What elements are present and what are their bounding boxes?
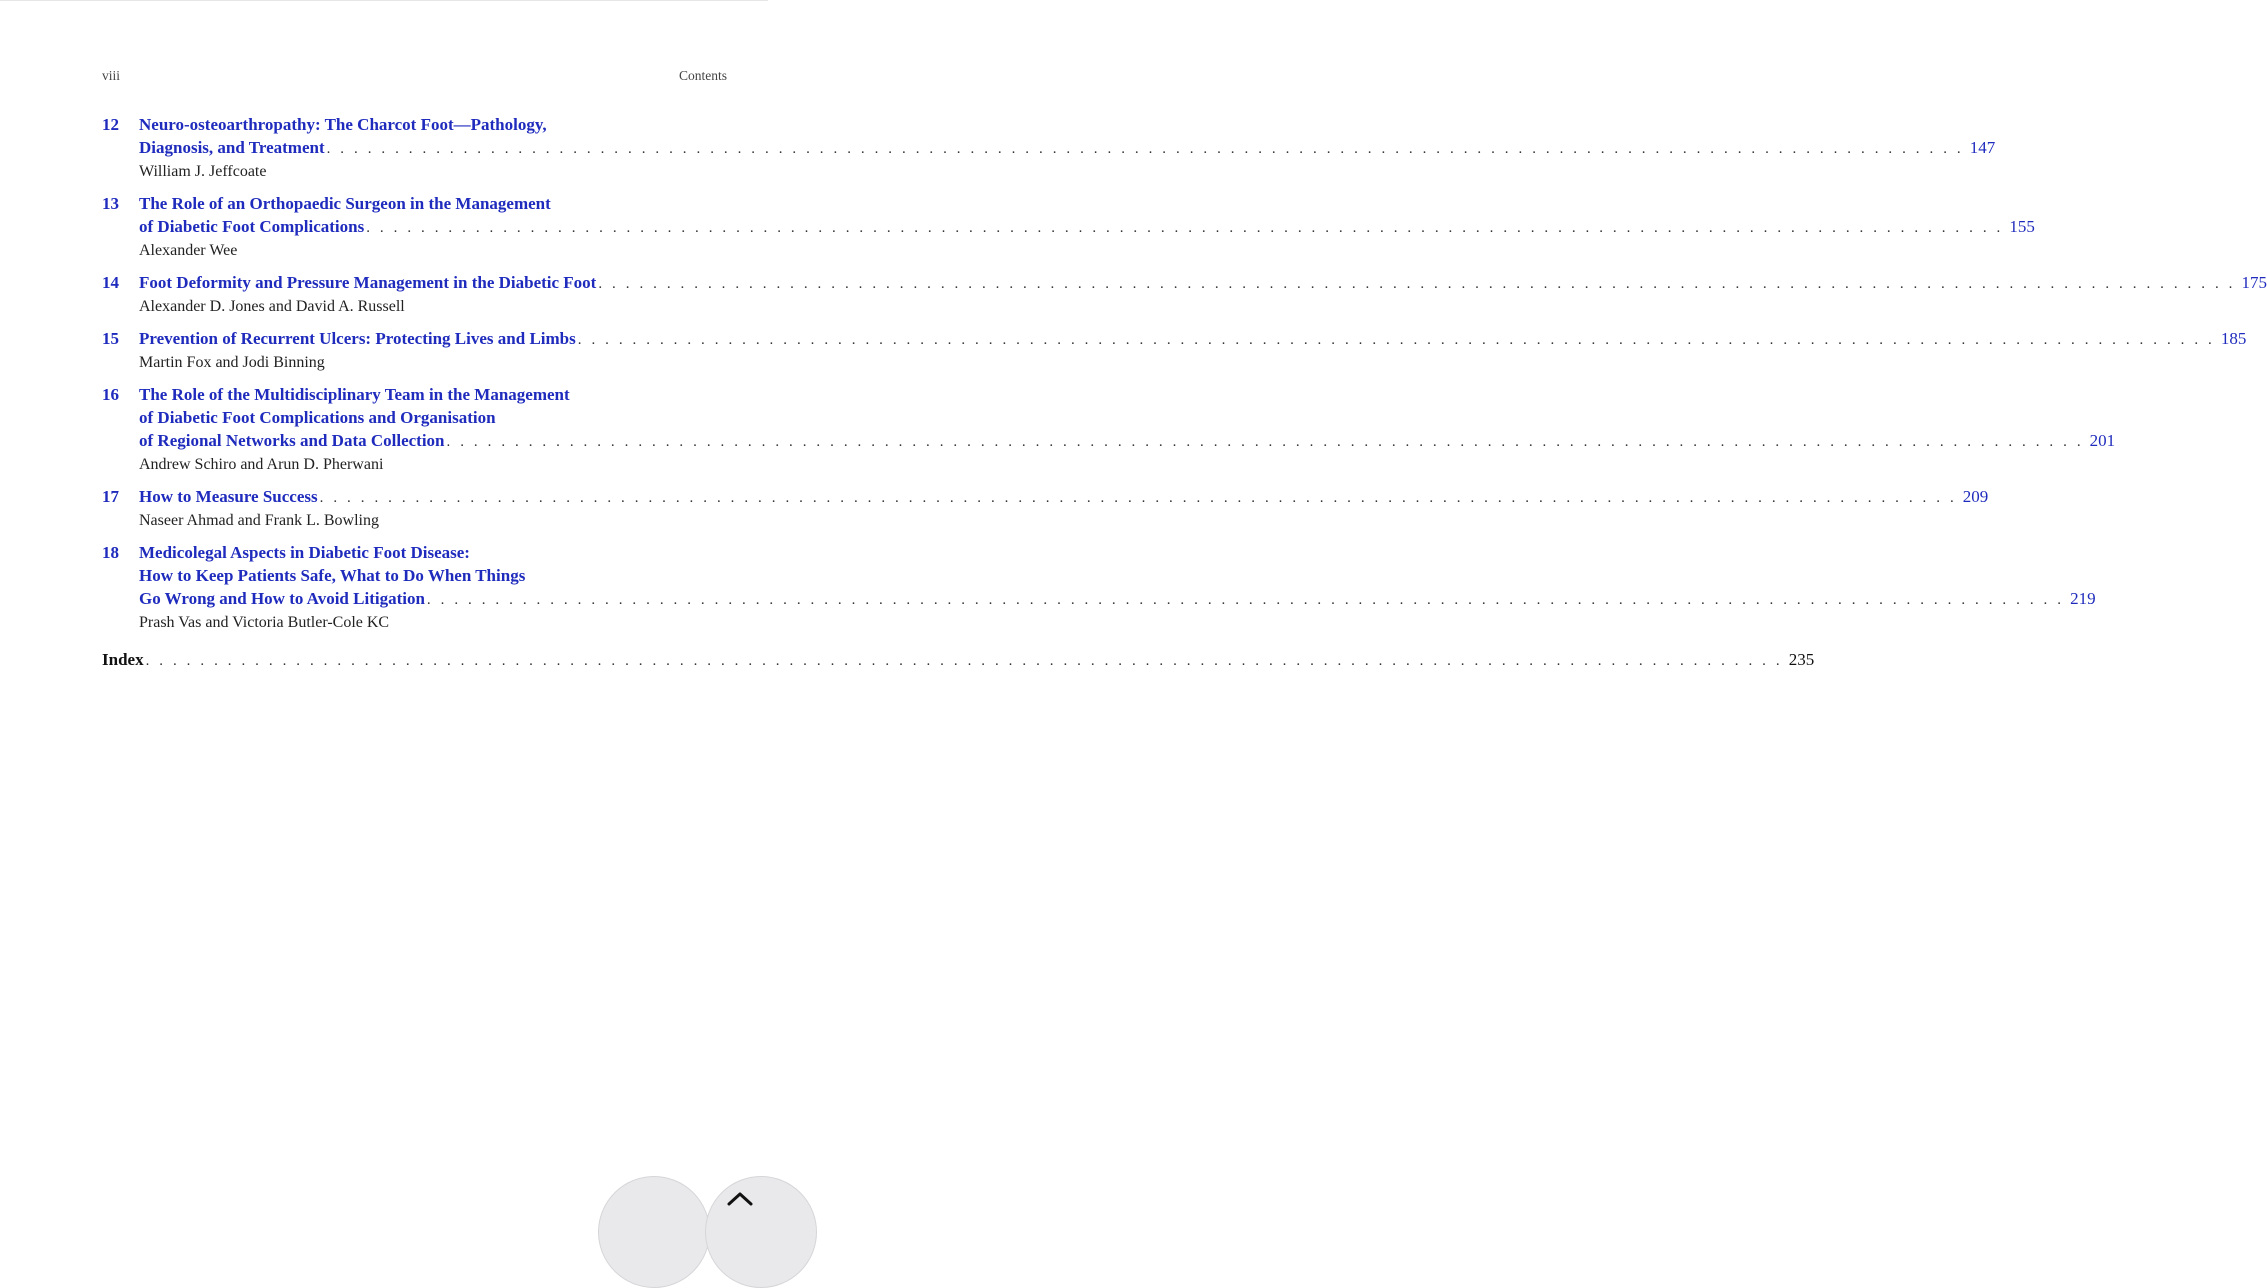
chapter-number[interactable]: 14 bbox=[102, 273, 119, 292]
chapter-title-text[interactable]: Prevention of Recurrent Ulcers: Protecting Lives and Limbs bbox=[139, 329, 576, 348]
chapter-title-final-line[interactable] bbox=[139, 429, 2116, 454]
index-label[interactable]: Index bbox=[102, 650, 144, 669]
chapter-page-number[interactable]: 175 bbox=[2241, 273, 2267, 292]
chapter-title-final-line[interactable] bbox=[139, 587, 2096, 612]
chapter-number[interactable]: 15 bbox=[102, 329, 119, 348]
toc-entry[interactable] bbox=[102, 327, 2247, 374]
section-title: Contents bbox=[678, 68, 727, 83]
dot-leader: . . . . . . . . . . . . . . . . . . . . . . . . . . . . . . . . . . . . . . . . . . . . . . . . . . . . . . . . . . . . . . . . . . . . . . . . . . . . . . . . . . . . . . . . . . . . . . . . . . . . . . . . . . . . . . . . . . . . . . . . bbox=[598, 276, 2236, 292]
chapter-title-line[interactable]: Neuro-osteoarthropathy: The Charcot Foot—Pathology, bbox=[139, 115, 547, 134]
toc-entry[interactable] bbox=[102, 383, 2116, 476]
toc-entry[interactable] bbox=[102, 113, 1996, 183]
prev-page-button[interactable] bbox=[598, 1176, 710, 1288]
chapter-authors: Martin Fox and Jodi Binning bbox=[139, 354, 325, 371]
chapter-number[interactable]: 17 bbox=[102, 487, 119, 506]
chapter-body bbox=[139, 192, 2035, 262]
chapter-title-text[interactable]: Go Wrong and How to Avoid Litigation bbox=[139, 589, 425, 608]
page-nav-controls bbox=[0, 1100, 768, 1200]
chapter-authors: Alexander Wee bbox=[139, 242, 238, 259]
chapter-title-text[interactable]: of Regional Networks and Data Collection bbox=[139, 431, 445, 450]
chapter-page-number[interactable]: 201 bbox=[2089, 431, 2116, 450]
chapter-page-number[interactable]: 219 bbox=[2070, 589, 2096, 608]
chapter-title-text[interactable]: of Diabetic Foot Complications bbox=[139, 217, 365, 236]
chapter-body bbox=[139, 485, 1989, 532]
dot-leader: . . . . . . . . . . . . . . . . . . . . . . . . . . . . . . . . . . . . . . . . . . . . . . . . . . . . . . . . . . . . . . . . . . . . . . . . . . . . . . . . . . . . . . . . . . . . . . . . . . . . . . . . . . . . . . . . . . . . . . . . bbox=[446, 434, 2084, 450]
chapter-authors: Andrew Schiro and Arun D. Pherwani bbox=[139, 456, 384, 473]
chapter-number[interactable]: 12 bbox=[102, 115, 119, 134]
index-page-number[interactable]: 235 bbox=[1788, 650, 1815, 669]
chapter-body bbox=[139, 383, 2116, 476]
chapter-authors: Naseer Ahmad and Frank L. Bowling bbox=[139, 512, 379, 529]
table-of-contents bbox=[102, 113, 2267, 673]
toc-entry[interactable] bbox=[102, 271, 2267, 318]
chapter-title-line[interactable]: Medicolegal Aspects in Diabetic Foot Disease: bbox=[139, 543, 470, 562]
chapter-title-line[interactable]: of Diabetic Foot Complications and Organisation bbox=[139, 408, 496, 427]
chapter-page-number[interactable]: 155 bbox=[2009, 217, 2035, 236]
chapter-title-final-line[interactable] bbox=[139, 485, 1989, 510]
dot-leader: . . . . . . . . . . . . . . . . . . . . . . . . . . . . . . . . . . . . . . . . . . . . . . . . . . . . . . . . . . . . . . . . . . . . . . . . . . . . . . . . . . . . . . . . . . . . . . . . . . . . . . . . . . . . . . . . . . . . . . . . bbox=[426, 592, 2065, 608]
chapter-page-number[interactable]: 147 bbox=[1969, 138, 1996, 157]
chapter-title-line[interactable]: How to Keep Patients Safe, What to Do When Things bbox=[139, 566, 526, 585]
dot-leader: . . . . . . . . . . . . . . . . . . . . . . . . . . . . . . . . . . . . . . . . . . . . . . . . . . . . . . . . . . . . . . . . . . . . . . . . . . . . . . . . . . . . . . . . . . . . . . . . . . . . . . . . . . . . . . . . . . . . . . . . bbox=[577, 332, 2215, 348]
running-head bbox=[102, 68, 727, 84]
chapter-title-text[interactable]: Diagnosis, and Treatment bbox=[139, 138, 325, 157]
chapter-title-final-line[interactable] bbox=[139, 136, 1996, 161]
toc-entry[interactable] bbox=[102, 192, 2035, 262]
chapter-authors: Prash Vas and Victoria Butler-Cole KC bbox=[139, 614, 390, 631]
folio: viii bbox=[102, 68, 121, 83]
toc-entry[interactable] bbox=[102, 485, 1989, 532]
chapter-body bbox=[139, 327, 2247, 374]
next-page-button[interactable] bbox=[705, 1176, 817, 1288]
chapter-body bbox=[139, 541, 2096, 634]
top-divider bbox=[0, 0, 768, 1]
chapter-body bbox=[139, 271, 2267, 318]
toc-entry[interactable] bbox=[102, 541, 2096, 634]
chapter-body bbox=[139, 113, 1996, 183]
dot-leader: . . . . . . . . . . . . . . . . . . . . . . . . . . . . . . . . . . . . . . . . . . . . . . . . . . . . . . . . . . . . . . . . . . . . . . . . . . . . . . . . . . . . . . . . . . . . . . . . . . . . . . . . . . . . . . . . . . . . . . . . bbox=[145, 653, 1783, 669]
chapter-authors: Alexander D. Jones and David A. Russell bbox=[139, 298, 405, 315]
chevron-up-icon[interactable] bbox=[727, 1192, 753, 1206]
chapter-title-line[interactable]: The Role of an Orthopaedic Surgeon in the Management bbox=[139, 194, 551, 213]
chapter-authors: William J. Jeffcoate bbox=[139, 163, 267, 180]
chapter-title-final-line[interactable] bbox=[139, 271, 2267, 296]
chapter-page-number[interactable]: 209 bbox=[1962, 487, 1989, 506]
chapter-title-line[interactable]: The Role of the Multidisciplinary Team in the Management bbox=[139, 385, 570, 404]
chapter-title-final-line[interactable] bbox=[139, 215, 2035, 240]
chapter-title-text[interactable]: How to Measure Success bbox=[139, 487, 318, 506]
chapter-title-text[interactable]: Foot Deformity and Pressure Management in the Diabetic Foot bbox=[139, 273, 597, 292]
dot-leader: . . . . . . . . . . . . . . . . . . . . . . . . . . . . . . . . . . . . . . . . . . . . . . . . . . . . . . . . . . . . . . . . . . . . . . . . . . . . . . . . . . . . . . . . . . . . . . . . . . . . . . . . . . . . . . . . . . . . . . . . bbox=[319, 490, 1957, 506]
dot-leader: . . . . . . . . . . . . . . . . . . . . . . . . . . . . . . . . . . . . . . . . . . . . . . . . . . . . . . . . . . . . . . . . . . . . . . . . . . . . . . . . . . . . . . . . . . . . . . . . . . . . . . . . . . . . . . . . . . . . . . . . bbox=[366, 220, 2004, 236]
toc-index-entry[interactable] bbox=[102, 648, 1815, 673]
chapter-number[interactable]: 18 bbox=[102, 543, 119, 562]
chapter-number[interactable]: 13 bbox=[102, 194, 119, 213]
chapter-number[interactable]: 16 bbox=[102, 385, 119, 404]
chapter-page-number[interactable]: 185 bbox=[2220, 329, 2247, 348]
dot-leader: . . . . . . . . . . . . . . . . . . . . . . . . . . . . . . . . . . . . . . . . . . . . . . . . . . . . . . . . . . . . . . . . . . . . . . . . . . . . . . . . . . . . . . . . . . . . . . . . . . . . . . . . . . . . . . . . . . . . . . . . bbox=[326, 141, 1964, 157]
chapter-title-final-line[interactable] bbox=[139, 327, 2247, 352]
